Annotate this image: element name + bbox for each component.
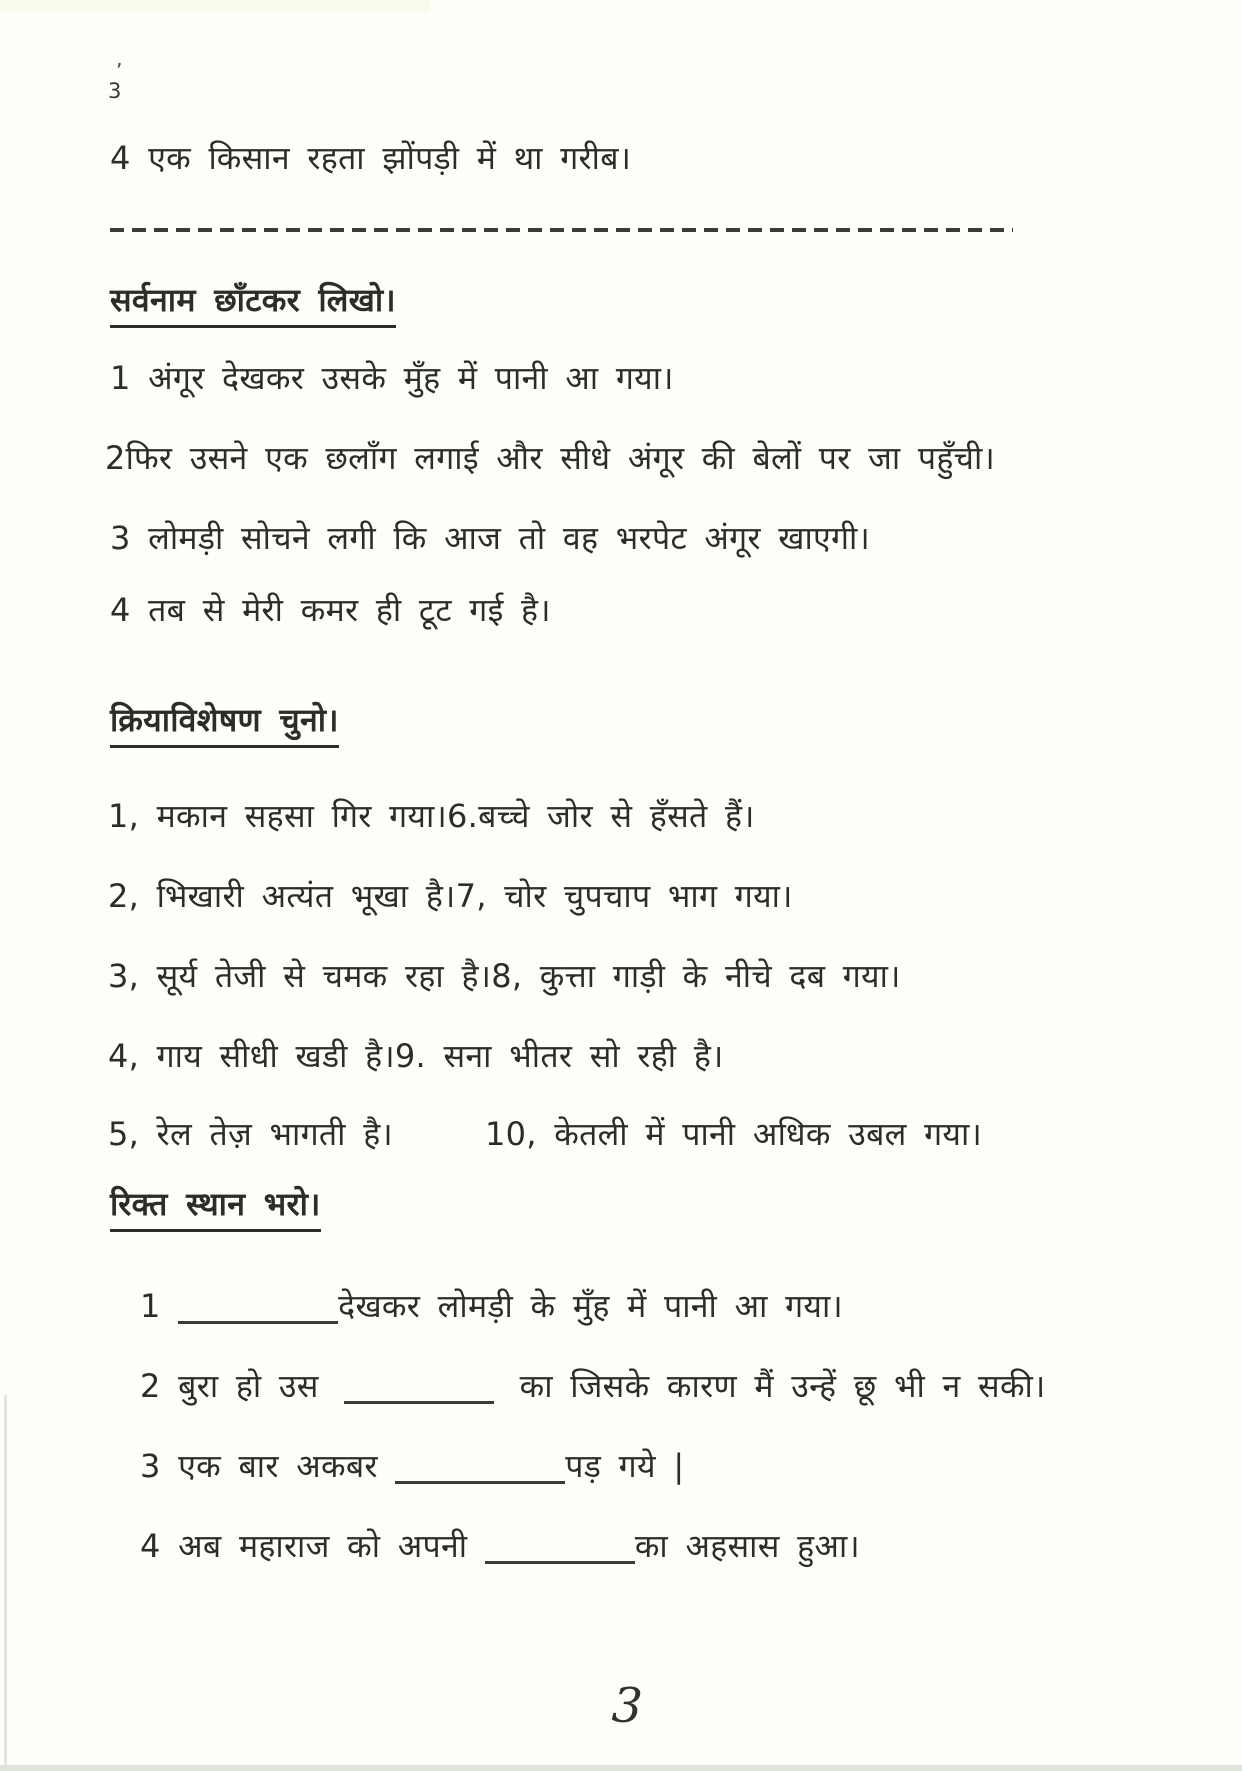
top-tick-mark: ’ [116,59,123,83]
fill-blanks-section-heading [110,1184,321,1232]
adverb-sentence-3: 3, सूर्य तेजी से चमक रहा है। [108,957,492,995]
item-pre-text: बुरा हो उस [178,1367,319,1405]
top-page-number: 3 [108,79,122,103]
item-pre-text: अब महाराज को अपनी [178,1527,468,1565]
adverb-sentence-10: 10, केतली में पानी अधिक उबल गया। [484,1115,982,1153]
item-pre-text: एक बार अकबर [178,1447,378,1485]
pronoun-section-heading [110,280,396,328]
blank-line [395,1481,565,1484]
scan-artifact-top [0,0,430,13]
pronoun-item-4: 4 तब से मेरी कमर ही टूट गई है। [110,591,551,629]
adverb-sentence-2: 2, भिखारी अत्यंत भूखा है। [108,877,456,915]
adverb-row-1 [108,796,755,838]
item-post-text: का जिसके कारण मैं उन्हें छू भी न सकी। [519,1367,1046,1405]
adverb-row-5 [108,1114,982,1156]
blank-line [344,1401,494,1404]
pronoun-item-2: 2फिर उसने एक छलाँग लगाई और सीधे अंगूर की बेलों पर जा पहुँची। [105,439,996,477]
fill-blank-item-2 [140,1366,1046,1408]
dashed-divider [110,228,1013,232]
item-number: 2 [140,1367,161,1405]
adverb-sentence-7: 7, चोर चुपचाप भाग गया। [455,877,793,915]
pronoun-heading-text: सर्वनाम छाँटकर लिखो। [110,280,396,328]
adverb-sentence-8: 8, कुत्ता गाड़ी के नीचे दब गया। [491,957,901,995]
item-number: 4 [140,1527,161,1565]
bottom-page-number: 3 [610,1677,644,1735]
adverb-sentence-1: 1, मकान सहसा गिर गया। [108,797,448,835]
adverb-section-heading [110,700,339,748]
adverb-sentence-5: 5, रेल तेज़ भागती है। [108,1115,393,1153]
item-post-text: पड़ गये | [565,1447,685,1485]
fill-blank-item-3 [140,1446,684,1488]
fill-blank-item-4 [140,1526,860,1568]
blank-line [178,1321,338,1324]
adverb-sentence-6: 6.बच्चे जोर से हँसते हैं। [447,797,755,835]
scan-artifact-left-edge [4,1395,7,1771]
blank-line [485,1561,635,1564]
adverb-sentence-9: 9. सना भीतर सो रही है। [394,1037,724,1075]
item-number: 3 [140,1447,161,1485]
adverb-sentence-4: 4, गाय सीधी खडी है। [108,1037,395,1075]
item-number: 1 [140,1287,161,1325]
adverb-heading-text: क्रियाविशेषण चुनो। [110,700,339,748]
item-post-text: का अहसास हुआ। [634,1527,860,1565]
adverb-row-2 [108,876,793,918]
scan-artifact-bottom [0,1765,1242,1771]
intro-sentence: 4 एक किसान रहता झोंपड़ी में था गरीब। [110,139,632,177]
pronoun-item-1: 1 अंगूर देखकर उसके मुँह में पानी आ गया। [110,359,674,397]
fill-blank-item-1 [140,1286,843,1328]
item-post-text: देखकर लोमड़ी के मुँह में पानी आ गया। [338,1287,843,1325]
adverb-row-4 [108,1036,724,1078]
fill-blanks-heading-text: रिक्त स्थान भरो। [110,1184,321,1232]
adverb-row-3 [108,956,901,998]
pronoun-item-3: 3 लोमड़ी सोचने लगी कि आज तो वह भरपेट अंगूर खाएगी। [110,519,871,557]
